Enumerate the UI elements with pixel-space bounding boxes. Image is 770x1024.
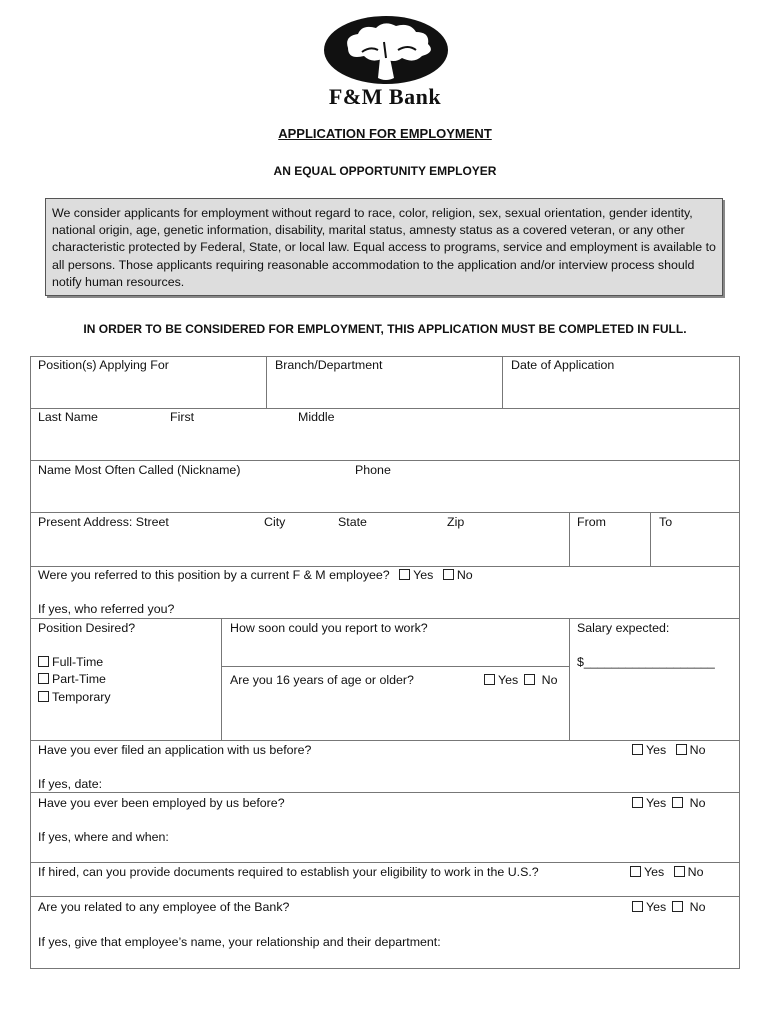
part-time-checkbox[interactable]: [38, 673, 49, 684]
filed-no-checkbox[interactable]: [676, 744, 687, 755]
temporary-label: Temporary: [52, 690, 111, 704]
referred-yes-checkbox[interactable]: [399, 569, 410, 580]
row-line: [30, 460, 740, 461]
temporary-checkbox[interactable]: [38, 691, 49, 702]
row-line: [30, 740, 740, 741]
referred-by-label: If yes, who referred you?: [38, 602, 175, 616]
middle-name-label: Middle: [298, 410, 335, 424]
row-line: [30, 968, 740, 969]
state-label: State: [338, 515, 367, 529]
row-line: [30, 356, 740, 357]
positions-applying-label: Position(s) Applying For: [38, 358, 169, 372]
full-time-option[interactable]: [38, 655, 103, 669]
date-of-application-label: Date of Application: [511, 358, 615, 372]
col-line: [502, 356, 503, 408]
related-details-label: If yes, give that employee’s name, your relationship and their department:: [38, 935, 441, 949]
temporary-option[interactable]: [38, 690, 111, 704]
referred-yes-label: Yes: [413, 568, 434, 582]
related-yes-checkbox[interactable]: [632, 901, 643, 912]
row-line: [30, 792, 740, 793]
border-left: [30, 356, 31, 968]
filed-no-label: No: [689, 743, 706, 757]
employed-where-label: If yes, where and when:: [38, 830, 169, 844]
row-line: [30, 896, 740, 897]
employed-yes-checkbox[interactable]: [632, 797, 643, 808]
to-label: To: [659, 515, 673, 529]
branch-department-label: Branch/Department: [275, 358, 383, 372]
age-options: [484, 673, 558, 687]
employed-options: [632, 796, 706, 810]
street-label: Present Address: Street: [38, 515, 169, 529]
equal-opportunity-notice: We consider applicants for employment without regard to race, color, religion, sex, sexual orientation, gender identity, national origin, age, genetic information, disability, marital status, amnesty status as a covered veteran, or any other characteristic protected by Federal, State, or local law. Equal access to programs, service and employment is available to all persons. Those applicants requiring reasonable accommodation to the application and/or interview process should notify human resources.: [45, 198, 723, 296]
col-line: [221, 618, 222, 740]
age-yes-label: Yes: [498, 673, 519, 687]
related-options: [632, 900, 706, 914]
row-line: [30, 566, 740, 567]
zip-label: Zip: [447, 515, 465, 529]
full-time-label: Full-Time: [52, 655, 104, 669]
filed-date-label: If yes, date:: [38, 777, 103, 791]
referred-no-label: No: [456, 568, 473, 582]
related-no-label: No: [689, 900, 706, 914]
instruction-text: IN ORDER TO BE CONSIDERED FOR EMPLOYMENT, THIS APPLICATION MUST BE COMPLETED IN FULL.: [83, 322, 687, 336]
row-line: [221, 666, 569, 667]
salary-expected-label: Salary expected:: [577, 621, 670, 635]
employed-no-label: No: [689, 796, 706, 810]
part-time-option[interactable]: [38, 672, 106, 686]
eligibility-question: If hired, can you provide documents required to establish your eligibility to work in the U.S.?: [38, 865, 539, 879]
position-desired-label: Position Desired?: [38, 621, 136, 635]
referred-question-text: Were you referred to this position by a current F & M employee?: [38, 568, 390, 582]
col-line: [569, 512, 570, 566]
referred-question: [38, 568, 473, 582]
filed-yes-checkbox[interactable]: [632, 744, 643, 755]
city-label: City: [264, 515, 286, 529]
row-line: [30, 618, 740, 619]
phone-label: Phone: [355, 463, 391, 477]
nickname-label: Name Most Often Called (Nickname): [38, 463, 241, 477]
filed-yes-label: Yes: [646, 743, 667, 757]
col-line: [650, 512, 651, 566]
row-line: [30, 512, 740, 513]
referred-no-checkbox[interactable]: [443, 569, 454, 580]
eligibility-options: [630, 865, 704, 879]
first-name-label: First: [170, 410, 195, 424]
employed-yes-label: Yes: [646, 796, 667, 810]
report-question: How soon could you report to work?: [230, 621, 428, 635]
related-question: Are you related to any employee of the Bank?: [38, 900, 290, 914]
border-right: [739, 356, 740, 968]
related-yes-label: Yes: [646, 900, 667, 914]
age-question: Are you 16 years of age or older?: [230, 673, 414, 687]
form-subtitle: AN EQUAL OPPORTUNITY EMPLOYER: [273, 164, 497, 178]
salary-input-line[interactable]: $___________________: [577, 655, 715, 669]
col-line: [569, 618, 570, 740]
full-time-checkbox[interactable]: [38, 656, 49, 667]
employed-no-checkbox[interactable]: [672, 797, 683, 808]
eligibility-no-checkbox[interactable]: [674, 866, 685, 877]
age-yes-checkbox[interactable]: [484, 674, 495, 685]
eligibility-yes-label: Yes: [644, 865, 665, 879]
last-name-label: Last Name: [38, 410, 98, 424]
filed-options: [632, 743, 706, 757]
filed-before-question: Have you ever filed an application with us before?: [38, 743, 312, 757]
age-no-checkbox[interactable]: [524, 674, 535, 685]
employed-before-question: Have you ever been employed by us before?: [38, 796, 285, 810]
from-label: From: [577, 515, 606, 529]
eligibility-yes-checkbox[interactable]: [630, 866, 641, 877]
related-no-checkbox[interactable]: [672, 901, 683, 912]
form-title: APPLICATION FOR EMPLOYMENT: [278, 126, 492, 141]
age-no-label: No: [541, 673, 558, 687]
col-line: [266, 356, 267, 408]
bank-name: F&M Bank: [328, 84, 442, 109]
row-line: [30, 862, 740, 863]
row-line: [30, 408, 740, 409]
eligibility-no-label: No: [687, 865, 704, 879]
part-time-label: Part-Time: [52, 672, 106, 686]
